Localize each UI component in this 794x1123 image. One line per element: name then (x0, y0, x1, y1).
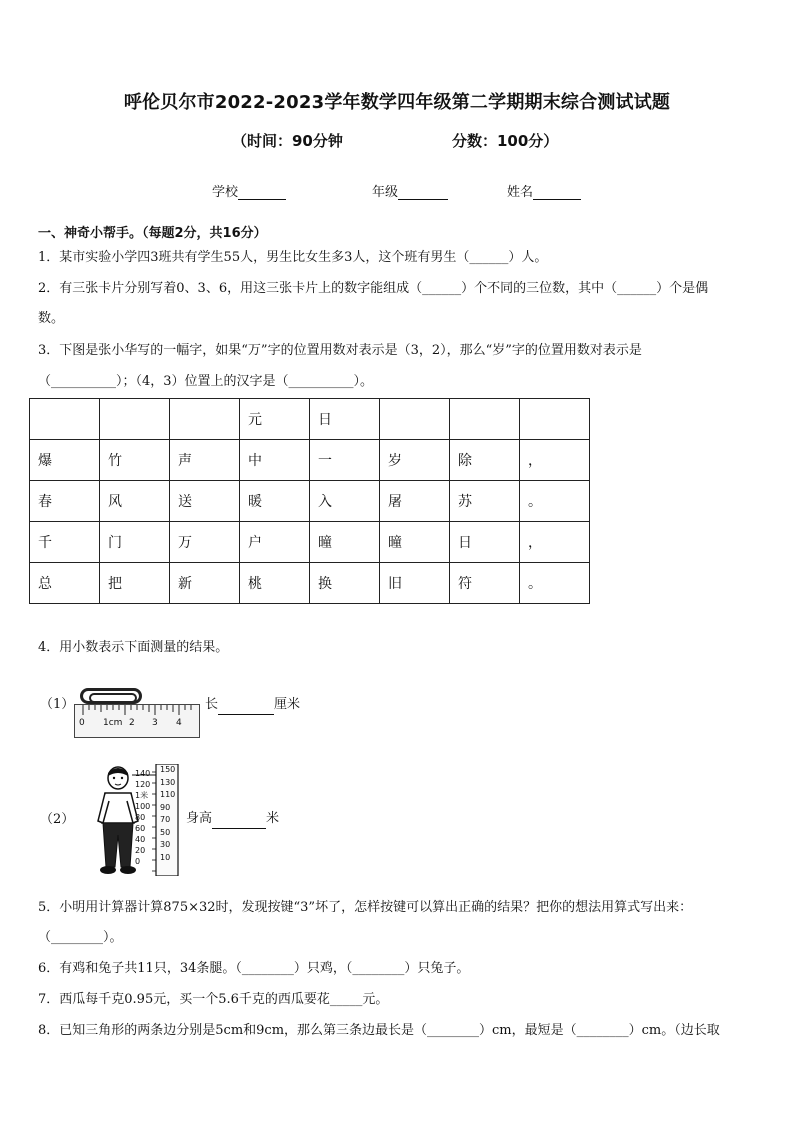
grid-cell: 屠 (380, 481, 450, 522)
grid-cell: 苏 (450, 481, 520, 522)
name-blank[interactable] (533, 185, 581, 200)
grid-cell: 户 (240, 522, 310, 563)
grid-cell: 一 (310, 440, 380, 481)
question-1: 1．某市实验小学四3班共有学生55人，男生比女生多3人，这个班有男生（______）人。 (38, 250, 548, 265)
grid-cell: 门 (100, 522, 170, 563)
grid-cell: 日 (450, 522, 520, 563)
scale-label: 1米 (135, 791, 149, 800)
scale-label: 80 (135, 813, 146, 822)
grid-cell: 春 (30, 481, 100, 522)
grid-cell: 换 (310, 563, 380, 604)
q4-part2-answer (186, 809, 279, 829)
grade-blank[interactable] (398, 185, 448, 200)
question-7: 7．西瓜每千克0.95元，买一个5.6千克的西瓜要花_____元。 (38, 992, 389, 1007)
question-5-line2: （________）。 (38, 930, 123, 945)
scale-label: 20 (135, 846, 146, 855)
grid-cell: 曈 (380, 522, 450, 563)
q4-part1-unit: 厘米 (274, 697, 301, 712)
scale-label: 60 (135, 824, 146, 833)
score-label: 分数：100分） (452, 132, 559, 150)
grid-cell: 符 (450, 563, 520, 604)
scale-label: 120 (135, 780, 151, 789)
school-label: 学校 (212, 185, 239, 200)
grid-cell (450, 399, 520, 440)
grid-cell: 旧 (380, 563, 450, 604)
question-3-line2: （__________）；（4，3）位置上的汉字是（__________）。 (38, 374, 374, 389)
time-label: （时间：90分钟 (232, 132, 343, 150)
paperclip-icon (80, 688, 142, 704)
grid-cell: 送 (170, 481, 240, 522)
scale-label: 130 (160, 777, 176, 787)
q4-part2-blank[interactable] (212, 814, 266, 829)
grid-cell: 总 (30, 563, 100, 604)
ruler-tick-label: 2 (129, 718, 135, 728)
scale-label: 30 (160, 840, 171, 849)
ruler-tick-label: 3 (152, 718, 158, 728)
grid-row (30, 563, 590, 604)
grid-cell: 日 (310, 399, 380, 440)
q4-part1-prefix: 长 (205, 697, 219, 712)
scale-label: 40 (135, 835, 146, 844)
grid-cell: ， (520, 440, 590, 481)
school-field (212, 181, 286, 200)
grid-cell: 元 (240, 399, 310, 440)
right-scale (160, 764, 175, 864)
question-3-line1: 3．下图是张小华写的一幅字，如果“万”字的位置用数对表示是（3，2），那么“岁”字的位置用数对表示是 (38, 343, 642, 358)
q4-part1-answer (205, 695, 300, 715)
grid-cell (520, 399, 590, 440)
q4-part1-label: （1） (40, 697, 75, 712)
grid-row (30, 522, 590, 563)
scale-label: 50 (160, 827, 171, 837)
ruler-tick-label: 0 (79, 718, 85, 728)
question-4: 4．用小数表示下面测量的结果。 (38, 640, 229, 655)
question-2-line2: 数。 (38, 311, 65, 326)
scale-label: 0 (135, 857, 141, 866)
grid-cell: 竹 (100, 440, 170, 481)
grid-cell: 中 (240, 440, 310, 481)
grid-cell: 新 (170, 563, 240, 604)
scale-label: 70 (160, 815, 171, 824)
grid-cell (170, 399, 240, 440)
grid-cell: 曈 (310, 522, 380, 563)
scale-label: 90 (160, 802, 171, 812)
grid-cell: 除 (450, 440, 520, 481)
grid-cell (380, 399, 450, 440)
scale-label: 140 (135, 769, 151, 778)
grade-field (372, 181, 448, 200)
grid-cell: 。 (520, 563, 590, 604)
school-blank[interactable] (238, 185, 286, 200)
grid-cell: 。 (520, 481, 590, 522)
grid-cell: 声 (170, 440, 240, 481)
section-heading: 一、神奇小帮手。（每题2分，共16分） (38, 226, 267, 241)
grid-cell (100, 399, 170, 440)
ruler-tick-label: 4 (176, 718, 182, 728)
grid-cell: 暖 (240, 481, 310, 522)
name-field (507, 181, 581, 200)
q4-part2-prefix: 身高 (186, 811, 213, 826)
grid-cell: 把 (100, 563, 170, 604)
question-2-line1: 2．有三张卡片分别写着0、3、6，用这三张卡片上的数字能组成（______）个不同的三位数，其中（______）个是偶 (38, 281, 709, 296)
grid-row (30, 399, 590, 440)
left-scale (135, 768, 150, 867)
page-title: 呼伦贝尔市2022-2023学年数学四年级第二学期期末综合测试试题 (123, 92, 671, 113)
q4-part2-unit: 米 (266, 811, 280, 826)
ruler-tick-label: 1cm (103, 718, 123, 728)
scale-label: 100 (135, 802, 151, 811)
grid-cell: 爆 (30, 440, 100, 481)
scale-label: 110 (160, 790, 176, 799)
grid-cell: 岁 (380, 440, 450, 481)
question-8: 8．已知三角形的两条边分别是5cm和9cm，那么第三条边最长是（________）cm，最短是（________）cm。（边长取 (38, 1023, 720, 1038)
grid-cell: 风 (100, 481, 170, 522)
name-label: 姓名 (507, 185, 534, 200)
grid-cell: 入 (310, 481, 380, 522)
grid-cell: ， (520, 522, 590, 563)
grid-cell: 万 (170, 522, 240, 563)
question-5-line1: 5．小明用计算器计算875×32时，发现按键“3”坏了，怎样按键可以算出正确的结果？把你的想法用算式写出来： (38, 900, 693, 915)
character-grid (29, 398, 590, 604)
grade-label: 年级 (372, 185, 399, 200)
q4-part2-label: （2） (40, 812, 75, 827)
ruler-image (74, 704, 200, 738)
q4-part1-blank[interactable] (218, 700, 274, 715)
grid-cell (30, 399, 100, 440)
grid-row (30, 481, 590, 522)
grid-cell: 千 (30, 522, 100, 563)
grid-cell: 桃 (240, 563, 310, 604)
scale-label: 150 (160, 765, 176, 774)
grid-row (30, 440, 590, 481)
scale-label: 10 (160, 852, 171, 862)
question-6: 6．有鸡和兔子共11只，34条腿。（________）只鸡，（________）只兔子。 (38, 961, 470, 976)
